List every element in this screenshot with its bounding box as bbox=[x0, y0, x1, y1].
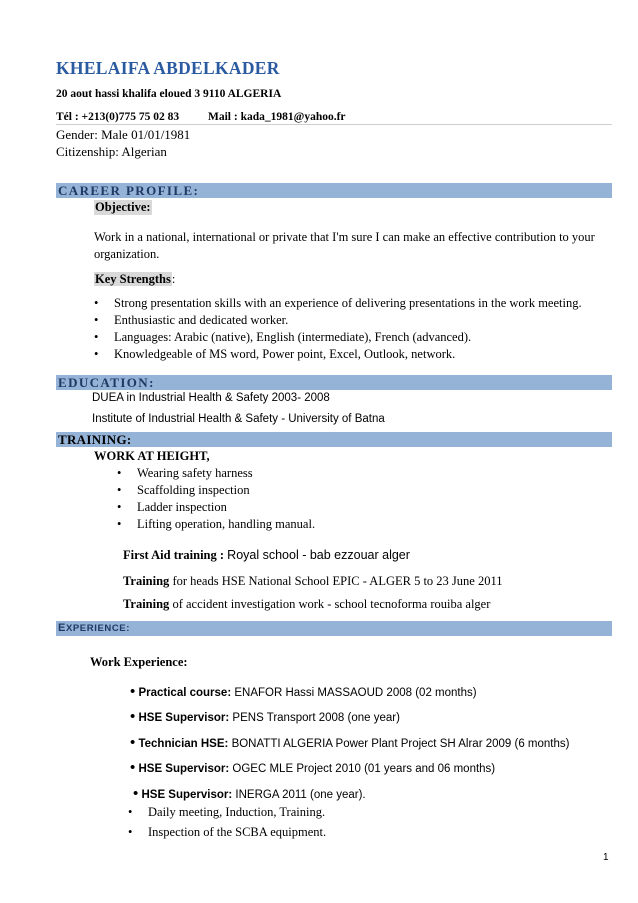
hse-heads-training bbox=[123, 574, 503, 589]
job-detail: INERGA 2011 (one year). bbox=[235, 789, 366, 801]
job-role: HSE Supervisor: bbox=[138, 712, 230, 724]
experience-band bbox=[56, 621, 612, 636]
list-item-text: Daily meeting, Induction, Training. bbox=[148, 805, 326, 819]
bullet-icon: • bbox=[133, 785, 139, 802]
career-profile-heading: CAREER PROFILE: bbox=[58, 183, 200, 198]
list-item bbox=[117, 466, 253, 481]
training-text: for heads HSE National School EPIC - ALGER 5 to 23 June 2011 bbox=[172, 574, 503, 588]
list-item bbox=[128, 825, 326, 840]
list-item bbox=[117, 517, 315, 532]
list-item bbox=[133, 785, 366, 802]
list-item-text: Scaffolding inspection bbox=[137, 483, 250, 497]
list-item-text: Inspection of the SCBA equipment. bbox=[148, 825, 327, 839]
objective-text: Work in a national, international or private that I'm sure I can make an effective contribution to your organization. bbox=[94, 230, 595, 261]
bullet-icon: • bbox=[94, 313, 99, 327]
experience-heading-cap: E bbox=[58, 622, 66, 634]
list-item-text: Languages: Arabic (native), English (intermediate), French (advanced). bbox=[114, 330, 472, 344]
job-role: HSE Supervisor: bbox=[138, 763, 230, 775]
work-at-height-title: WORK AT HEIGHT, bbox=[94, 449, 210, 463]
key-strengths-label: Key Strengths bbox=[95, 272, 171, 286]
first-aid-label: First Aid training : bbox=[123, 548, 225, 562]
training-heading: TRAINING: bbox=[58, 432, 132, 447]
list-item bbox=[94, 313, 288, 328]
list-item-text: Lifting operation, handling manual. bbox=[137, 517, 316, 531]
email: Mail : kada_1981@yahoo.fr bbox=[208, 111, 346, 123]
accident-investigation-training bbox=[123, 597, 490, 612]
citizenship-line: Citizenship: Algerian bbox=[56, 144, 167, 159]
list-item-text: Enthusiastic and dedicated worker. bbox=[114, 313, 289, 327]
objective-label: Objective: bbox=[95, 200, 151, 214]
education-school: Institute of Industrial Health & Safety - University of Batna bbox=[92, 413, 385, 425]
first-aid-training bbox=[123, 548, 410, 563]
experience-heading-rest: XPERIENCE: bbox=[65, 623, 131, 634]
experience-heading bbox=[58, 622, 130, 634]
list-item bbox=[117, 483, 250, 498]
bullet-icon: • bbox=[94, 347, 99, 361]
list-item bbox=[130, 759, 495, 776]
page-number: 1 bbox=[603, 852, 609, 863]
bullet-icon: • bbox=[117, 483, 122, 497]
bullet-icon: • bbox=[94, 296, 99, 310]
bullet-icon: • bbox=[130, 683, 136, 700]
list-item bbox=[130, 683, 477, 700]
work-experience-label: Work Experience: bbox=[90, 655, 188, 669]
address: 20 aout hassi khalifa eloued 3 9110 ALGERIA bbox=[56, 88, 282, 100]
list-item bbox=[117, 500, 227, 515]
bullet-icon: • bbox=[117, 517, 122, 531]
list-item bbox=[94, 330, 471, 345]
list-item bbox=[128, 805, 325, 820]
list-item-text: Ladder inspection bbox=[137, 500, 227, 514]
list-item bbox=[94, 347, 455, 362]
list-item-text: Strong presentation skills with an experience of delivering presentations in the work meeting. bbox=[114, 296, 582, 310]
bullet-icon: • bbox=[128, 805, 133, 819]
list-item bbox=[130, 708, 400, 725]
training-label: Training bbox=[123, 597, 170, 611]
job-role: HSE Supervisor: bbox=[141, 789, 233, 801]
list-item-text: Wearing safety harness bbox=[137, 466, 253, 480]
list-item bbox=[130, 734, 569, 751]
education-degree: DUEA in Industrial Health & Safety 2003- 2008 bbox=[92, 392, 330, 404]
key-strengths-heading bbox=[94, 272, 175, 287]
bullet-icon: • bbox=[117, 466, 122, 480]
job-detail: OGEC MLE Project 2010 (01 years and 06 months) bbox=[232, 763, 496, 775]
training-band bbox=[56, 432, 612, 447]
bullet-icon: • bbox=[117, 500, 122, 514]
training-text: of accident investigation work - school tecnoforma rouiba alger bbox=[172, 597, 491, 611]
first-aid-text: Royal school - bab ezzouar alger bbox=[227, 548, 410, 562]
job-detail: PENS Transport 2008 (one year) bbox=[232, 712, 400, 724]
job-role: Technician HSE: bbox=[138, 738, 229, 750]
list-item bbox=[94, 296, 582, 311]
bullet-icon: • bbox=[130, 759, 136, 776]
training-label: Training bbox=[123, 574, 170, 588]
header-divider bbox=[56, 124, 612, 125]
phone: Tél : +213(0)775 75 02 83 bbox=[56, 111, 180, 123]
bullet-icon: • bbox=[128, 825, 133, 839]
bullet-icon: • bbox=[94, 330, 99, 344]
job-detail: ENAFOR Hassi MASSAOUD 2008 (02 months) bbox=[234, 687, 477, 699]
bullet-icon: • bbox=[130, 734, 136, 751]
job-role: Practical course: bbox=[138, 687, 232, 699]
bullet-icon: • bbox=[130, 708, 136, 725]
gender-line: Gender: Male 01/01/1981 bbox=[56, 127, 191, 142]
key-strengths-colon: : bbox=[171, 272, 176, 286]
list-item-text: Knowledgeable of MS word, Power point, Excel, Outlook, network. bbox=[114, 347, 456, 361]
job-detail: BONATTI ALGERIA Power Plant Project SH Alrar 2009 (6 months) bbox=[231, 738, 570, 750]
education-heading: EDUCATION: bbox=[58, 375, 155, 390]
candidate-name: KHELAIFA ABDELKADER bbox=[56, 58, 280, 78]
